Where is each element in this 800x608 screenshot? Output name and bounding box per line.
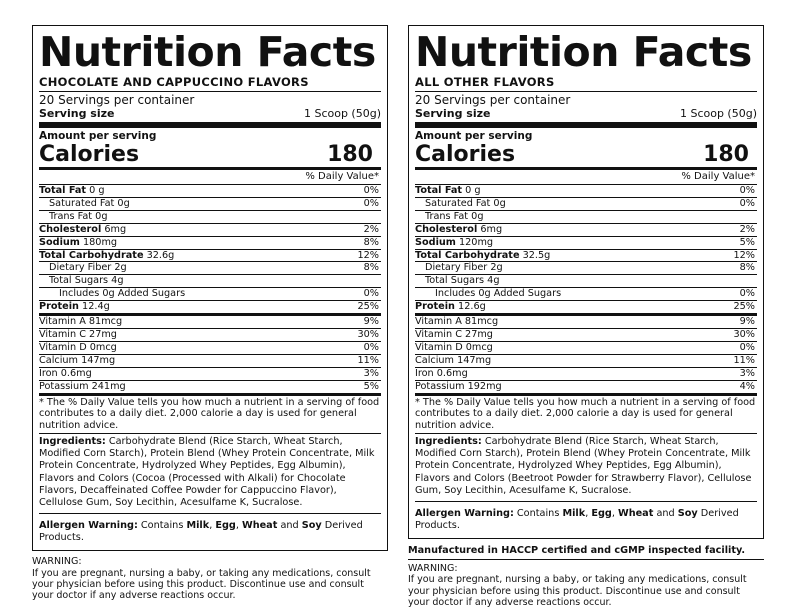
nutrient-row-calcium: Calcium 147mg 11% [415,354,755,366]
nutrient-row-vitamin-d: Vitamin D 0mcg 0% [415,341,755,353]
serving-size-label: Serving size [39,107,115,120]
nutrient-row-added-sugars: Includes 0g Added Sugars 0% [39,288,381,301]
nutrient-row-sodium: Sodium 120mg 5% [415,236,755,248]
allergen-warning: Allergen Warning: Contains Milk, Egg, Wheat and Soy Derived Products. [415,508,739,532]
nutrient-row-potassium: Potassium 241mg 5% [39,381,381,396]
serving-size-value: 1 Scoop (50g) [679,107,757,120]
nutrient-row-added-sugars: Includes 0g Added Sugars 0% [415,288,757,301]
nutrient-row-vitamin-c: Vitamin C 27mg 30% [39,328,379,340]
warning-title: WARNING: [408,563,458,575]
nutrient-row-total-carbohydrate: Total Carbohydrate 32.6g 12% [39,249,379,261]
manufacturing-note: Manufactured in HACCP certified and cGMP inspected facility. [408,545,746,557]
panel-title: Nutrition Facts [415,28,752,76]
servings-per-container: 20 Servings per container [415,93,571,107]
serving-size-row [415,107,757,128]
warning-block [408,559,764,608]
nutrient-row-sodium: Sodium 180mg 8% [39,236,379,248]
nutrition-label-other [408,25,764,608]
nutrient-row-iron: Iron 0.6mg 3% [39,367,379,379]
calories-label: Calories [415,142,516,167]
nutrient-row-vitamin-d: Vitamin D 0mcg 0% [39,341,379,353]
ingredients-text: Ingredients: Carbohydrate Blend (Rice Starch, Wheat Starch, Modified Corn Starch), Protein Blend (Whey Protein Concentrate, Milk Protein Concentrate, Hydrolyzed Whey Peptides, Egg Albumin), Flavors and Colors (Cocoa (Processed with Alkali) for Chocolate Flavors, Decaffeinated Coffee Powder for Cappuccino Flavor), Cellulose Gum, Soy Lecithin, Acesulfame K, Sucralose. [39,434,381,514]
ingredients-text: Ingredients: Carbohydrate Blend (Rice Starch, Wheat Starch, Modified Corn Starch), Protein Blend (Whey Protein Concentrate, Milk Protein Concentrate, Hydrolyzed Whey Peptides, Egg Albumin), Flavors and Colors (Beetroot Powder for Strawberry Flavor), Cellulose Gum, Soy Lecithin, Acesulfame K, Sucralose. [415,434,757,502]
nutrient-row-trans-fat: Trans Fat 0g [415,211,757,224]
daily-value-footnote: * The % Daily Value tells you how much a nutrient in a serving of food contributes to a daily diet. 2,000 calorie a day is used for general nutrition advice. [39,396,381,435]
nutrition-panel [32,25,388,551]
serving-size-label: Serving size [415,107,491,120]
serving-size-row [39,107,381,128]
nutrient-row-cholesterol: Cholesterol 6mg 2% [39,223,379,235]
servings-per-container: 20 Servings per container [39,93,195,107]
nutrient-row-vitamin-c: Vitamin C 27mg 30% [415,328,755,340]
amount-per-serving: Amount per serving [39,130,157,142]
flavor-name: CHOCOLATE AND CAPPUCCINO FLAVORS [39,75,381,92]
nutrient-row-total-sugars: Total Sugars 4g [39,275,381,288]
serving-size-value: 1 Scoop (50g) [303,107,381,120]
nutrient-row-total-carbohydrate: Total Carbohydrate 32.5g 12% [415,249,755,261]
daily-value-footnote: * The % Daily Value tells you how much a nutrient in a serving of food contributes to a daily diet. 2,000 calorie a day is used for general nutrition advice. [415,396,757,435]
daily-value-header: % Daily Value* [39,170,381,185]
amount-per-serving: Amount per serving [415,130,533,142]
calories-value: 180 [703,142,749,167]
nutrient-row-protein: Protein 12.6g 25% [415,301,757,316]
allergen-warning: Allergen Warning: Contains Milk, Egg, Wheat and Soy Derived Products. [39,520,363,544]
calories-label: Calories [39,142,140,167]
nutrient-row-calcium: Calcium 147mg 11% [39,354,379,366]
nutrient-row-cholesterol: Cholesterol 6mg 2% [415,223,755,235]
nutrient-row-dietary-fiber: Dietary Fiber 2g 8% [415,262,757,275]
nutrient-row-trans-fat: Trans Fat 0g [39,211,381,224]
flavor-name: ALL OTHER FLAVORS [415,75,757,92]
nutrient-row-iron: Iron 0.6mg 3% [415,367,755,379]
daily-value-header: % Daily Value* [415,170,757,185]
nutrition-label-chocolate [32,25,388,601]
nutrient-row-total-fat: Total Fat 0 g 0% [415,185,755,196]
nutrient-row-potassium: Potassium 192mg 4% [415,381,757,396]
warning-title: WARNING: [32,556,82,568]
nutrient-row-vitamin-a: Vitamin A 81mcg 9% [415,316,755,328]
nutrient-row-protein: Protein 12.4g 25% [39,301,381,316]
panel-title: Nutrition Facts [39,28,376,76]
calories-value: 180 [327,142,373,167]
warning-block [32,556,388,601]
nutrient-row-dietary-fiber: Dietary Fiber 2g 8% [39,262,381,275]
nutrient-row-total-sugars: Total Sugars 4g [415,275,757,288]
nutrition-panel [408,25,764,539]
nutrient-row-saturated-fat: Saturated Fat 0g 0% [39,198,381,211]
warning-text: If you are pregnant, nursing a baby, or taking any medications, consult your physician before using this product. Discontinue use and consult your doctor if any adverse reactions occur. [32,567,371,602]
nutrient-row-saturated-fat: Saturated Fat 0g 0% [415,198,757,211]
warning-text: If you are pregnant, nursing a baby, or taking any medications, consult your physician before using this product. Discontinue use and consult your doctor if any adverse reactions occur. [408,574,747,608]
calories-row [39,143,381,170]
nutrient-row-vitamin-a: Vitamin A 81mcg 9% [39,316,379,328]
calories-row [415,143,757,170]
nutrient-row-total-fat: Total Fat 0 g 0% [39,185,379,196]
